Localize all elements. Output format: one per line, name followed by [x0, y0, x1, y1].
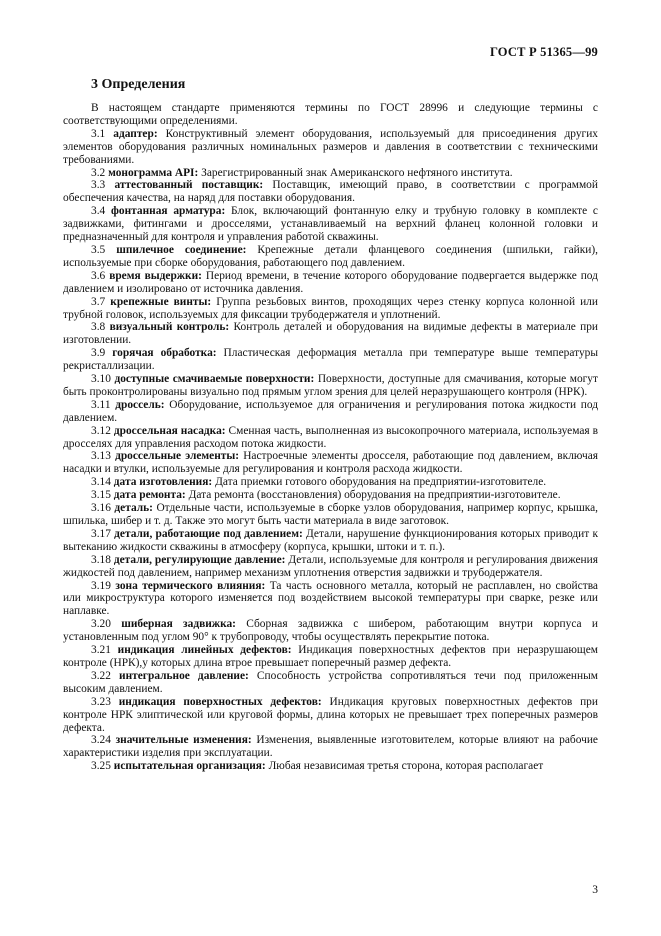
definition-term: дроссель: [115, 398, 165, 411]
definition-text: Настроечные элементы дросселя, работающие под давлением, включая насадки и втулки, используемые для регулирования и контроля расхода жидкости. [63, 450, 598, 476]
definition-text: Индикация круговых поверхностных дефектов при контроле НРК элиптической или круговой формы, длина которых не превышает трех поперечных размеров дефекта. [63, 695, 598, 734]
definition-text: Контроль деталей и оборудования на видимые дефекты в материале при изготовлении. [63, 321, 598, 347]
definition-item [63, 644, 598, 670]
definition-term: дата ремонта: [113, 489, 186, 502]
definition-item [63, 373, 598, 399]
definition-number: 3.13 [91, 450, 111, 463]
definition-number: 3.23 [91, 695, 111, 708]
definition-item [63, 321, 598, 347]
definition-text: Изменения, выявленные изготовителем, которые влияют на рабочие характеристики изделия при эксплуатации. [63, 734, 598, 760]
definition-term: детали, работающие под давлением: [114, 527, 303, 540]
definition-term: детали, регулирующие давление: [113, 553, 286, 566]
definition-number: 3.7 [91, 295, 106, 308]
definition-item [63, 618, 598, 644]
definition-term: время выдержки: [109, 269, 202, 282]
definition-term: деталь: [114, 502, 153, 515]
definition-number: 3.8 [91, 321, 106, 334]
definition-number: 3.1 [91, 127, 106, 140]
definition-text: Поверхности, доступные для смачивания, которые могут быть проконтролированы визуально под прямым углом зрения для целей неразрушающего контроля (НРК). [63, 373, 598, 398]
definition-term: крепежные винты: [110, 295, 212, 308]
definitions-list [63, 128, 598, 773]
definition-number: 3.22 [91, 669, 111, 682]
definition-text: Сборная задвижка с шибером, работающим внутри корпуса и установленным под углом 90° к трубопроводу, чтобы осуществлять перекрытие потока. [63, 618, 598, 644]
definition-number: 3.5 [91, 243, 106, 256]
definition-text: Период времени, в течение которого оборудование подвергается выдержке под давлением и изолировано от источника давления. [63, 269, 598, 295]
definition-number: 3.2 [91, 166, 106, 179]
definitions-body [63, 102, 598, 773]
definition-term: индикация поверхностных дефектов: [118, 695, 322, 708]
definition-term: шиберная задвижка: [121, 618, 236, 631]
definition-number: 3.17 [91, 527, 111, 540]
definition-term: аттестованный поставщик: [114, 179, 264, 192]
definition-term: доступные смачиваемые поверхности: [114, 373, 315, 386]
definition-item [63, 205, 598, 244]
definition-term: интегральное давление: [119, 669, 249, 682]
definition-number: 3.19 [91, 579, 111, 592]
definition-term: дата изготовления: [113, 476, 213, 489]
definition-item [63, 528, 598, 554]
definition-item [63, 179, 598, 205]
definition-term: шпилечное соединение: [116, 243, 247, 256]
definition-text: Пластическая деформация металла при температуре выше температуры рекристаллизации. [63, 347, 599, 373]
definition-text: Дата ремонта (восстановления) оборудования на предприятии-изготовителе. [188, 489, 561, 502]
definition-item [63, 270, 598, 296]
definition-term: горячая обработка: [112, 347, 217, 360]
definition-text: Оборудование, используемое для ограничения и регулирования потока жидкости под давлением. [63, 398, 598, 424]
definition-item [63, 476, 598, 489]
definition-number: 3.24 [91, 734, 111, 747]
definition-number: 3.11 [91, 398, 111, 411]
definition-number: 3.14 [91, 476, 111, 489]
definition-term: значительные изменения: [115, 734, 252, 747]
intro-paragraph: В настоящем стандарте применяются термины по ГОСТ 28996 и следующие термины с соответствующими определениями. [63, 102, 598, 127]
definition-text: Поставщик, имеющий право, в соответствии с программой обеспечения качества, на наряд для поставки оборудования. [63, 179, 598, 205]
definition-text: Та часть основного металла, который не расплавлен, но свойства или микроструктура которого изменяется под воздействием высокой температуры при сварке, резке или наплавке. [63, 579, 598, 618]
definition-number: 3.10 [91, 373, 111, 386]
page-number: 3 [592, 884, 598, 896]
definition-term: визуальный контроль: [109, 321, 230, 334]
definition-number: 3.12 [91, 424, 111, 437]
definition-term: зона термического влияния: [115, 579, 266, 592]
definition-text: Блок, включающий фонтанную елку и трубную головку в комплекте с задвижками, фитингами и дросселями, устанавливаемый на верхний фланец колонной головки и предназначенный для контроля и управления работой скважины. [63, 205, 598, 244]
definition-number: 3.16 [91, 502, 111, 515]
definition-text: Группа резьбовых винтов, проходящих через стенку корпуса колонной или трубной головок, используемых для фиксации трубодержателя и уплотнений. [63, 295, 598, 321]
definition-number: 3.6 [91, 269, 106, 282]
definition-item [63, 425, 598, 451]
definition-number: 3.20 [91, 618, 111, 631]
definition-term: индикация линейных дефектов: [117, 644, 292, 657]
definition-term: испытательная организация: [113, 760, 266, 773]
definition-number: 3.3 [91, 179, 106, 192]
definition-text: Отдельные части, используемые в сборке узлов оборудования, например корпус, крышка, шпилька, шибер и т. д. Также это могут быть части материала в виде заготовок. [63, 502, 598, 527]
definition-item [63, 670, 598, 696]
section-title: 3 Определения [91, 77, 186, 92]
definition-term: фонтанная арматура: [111, 205, 226, 218]
definition-text: Способность устройства сопротивляться течи под приложенным высоким давлением. [63, 669, 598, 695]
definition-item [63, 502, 598, 528]
definition-text: Детали, нарушение функционирования которых приводит к вытеканию жидкости скважины в атмосферу (корпуса, крышки, штоки и т. п.). [63, 527, 598, 553]
definition-text: Конструктивный элемент оборудования, используемый для присоединения других элементов оборудования различных номинальных размеров и давления в соответствии с техническими требованиями. [63, 127, 598, 166]
definition-text: Зарегистрированный знак Американского нефтяного института. [201, 166, 513, 179]
definition-number: 3.21 [91, 644, 111, 657]
definition-item [63, 347, 598, 373]
definition-item [63, 554, 598, 580]
definition-number: 3.4 [91, 205, 106, 218]
definition-number: 3.9 [91, 347, 106, 360]
definition-term: дроссельные элементы: [115, 450, 240, 463]
definition-item [63, 760, 598, 773]
definition-text: Детали, используемые для контроля и регулирования движения жидкостей под давлением, например механизм уплотнения отверстия задвижки и трубодержателя. [63, 553, 598, 579]
definition-number: 3.25 [91, 760, 111, 773]
definition-item [63, 296, 598, 322]
definition-term: монограмма API: [108, 166, 199, 179]
definition-item [63, 450, 598, 476]
definition-item [63, 244, 598, 270]
definition-text: Крепежные детали фланцевого соединения (шпильки, гайки), используемые при сборке оборудования, работающего под давлением. [63, 243, 598, 269]
definition-number: 3.18 [91, 553, 111, 566]
definition-text: Любая независимая третья сторона, которая располагает [268, 760, 544, 773]
definition-item [63, 167, 598, 180]
definition-term: дроссельная насадка: [113, 424, 226, 437]
definition-item [63, 580, 598, 619]
definition-text: Сменная часть, выполненная из высокопрочного материала, используемая в дросселях для управления расходом потока жидкости. [63, 424, 598, 450]
definition-term: адаптер: [113, 127, 158, 140]
definition-text: Индикация поверхностных дефектов при неразрушающем контроле (НРК),у которых длина втрое превышает поперечный размер дефекта. [63, 644, 598, 669]
definition-number: 3.15 [91, 489, 111, 502]
definition-item [63, 696, 598, 735]
document-header: ГОСТ Р 51365—99 [489, 45, 598, 59]
definition-text: Дата приемки готового оборудования на предприятии-изготовителе. [215, 476, 547, 489]
definition-item [63, 489, 598, 502]
definition-item [63, 734, 598, 760]
definition-item [63, 128, 598, 167]
definition-item [63, 399, 598, 425]
